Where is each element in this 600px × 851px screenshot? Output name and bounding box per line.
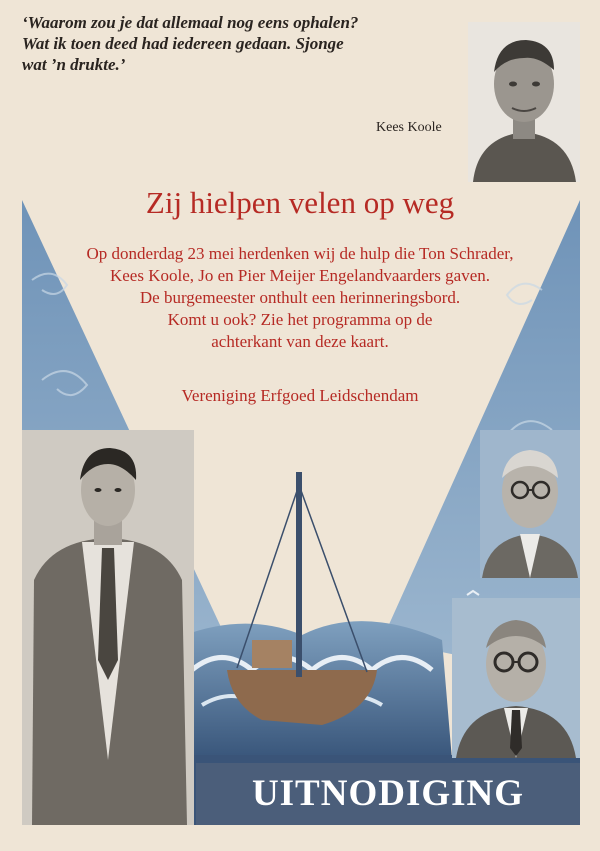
page-title: Zij hielpen velen op weg [145, 185, 455, 220]
announcement-line: Kees Koole, Jo en Pier Meijer Engelandvaarders gaven. [109, 266, 490, 285]
portrait-man-with-round-glasses [452, 598, 580, 758]
announcement-line: Komt u ook? Zie het programma op de [167, 310, 433, 329]
quote-line: wat ’n drukte.’ [22, 55, 126, 74]
portrait-kees-koole [468, 22, 580, 182]
portrait-young-man [22, 430, 194, 825]
organization-name: Vereniging Erfgoed Leidschendam [181, 386, 419, 405]
announcement-line: achterkant van deze kaart. [211, 332, 389, 351]
announcement-line: De burgemeester onthult een herinneringsbord. [139, 288, 461, 307]
quote-line: ‘Waarom zou je dat allemaal nog eens ophalen? [22, 13, 359, 32]
announcement-line: Op donderdag 23 mei herdenken wij de hulp die Ton Schrader, [86, 244, 514, 263]
quote-line: Wat ik toen deed had iedereen gedaan. Sjonge [22, 34, 344, 53]
quote-text [22, 12, 462, 75]
quote-author: Kees Koole [376, 120, 442, 135]
portrait-man-with-glasses [480, 430, 580, 578]
invitation-heading: UITNODIGING [251, 773, 525, 814]
announcement-text [40, 243, 560, 353]
